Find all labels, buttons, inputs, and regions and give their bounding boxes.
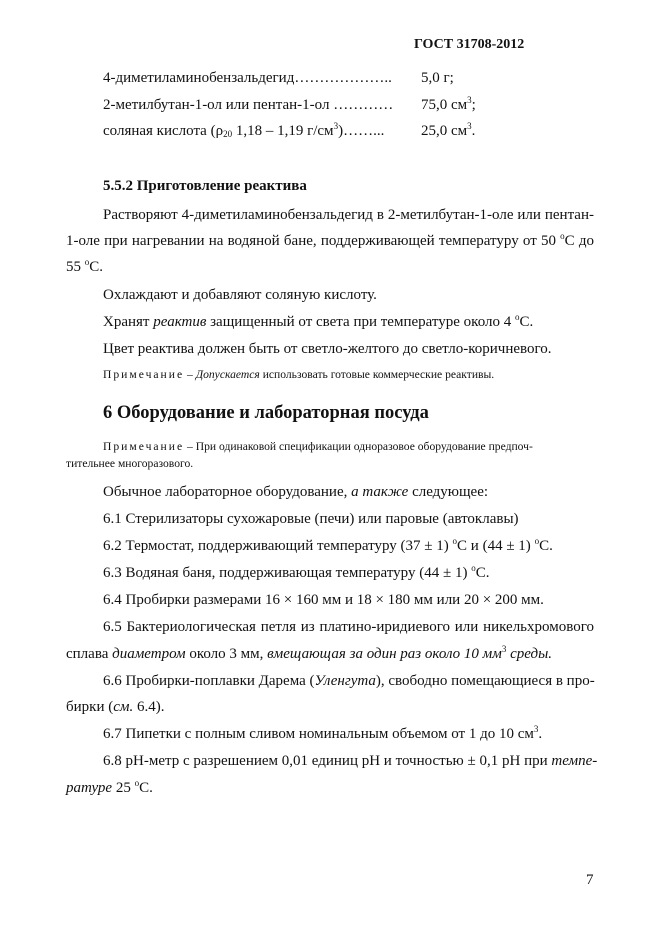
reagent-amount: 75,0 $см^3$; — [421, 95, 476, 113]
reagent-amount: 25,0 $см^3$. — [421, 121, 476, 139]
note-label: Примечание — [103, 368, 185, 381]
standard-code: ГОСТ 31708-2012 — [414, 37, 525, 52]
reagent-row — [103, 70, 392, 87]
note: Примечание – Допускается использовать готовые коммерческие реактивы. — [103, 368, 495, 381]
page-number: 7 — [586, 872, 594, 888]
list-item: 6.3 Водяная баня, поддерживающая температуру (44 ± 1) $^o$С. — [103, 563, 490, 581]
dot-leader: ………… — [333, 97, 394, 113]
paragraph-line: Цвет реактива должен быть от светло-желтого до светло-коричневого. — [103, 341, 552, 357]
section-heading: 6 Оборудование и лабораторная посуда — [103, 403, 429, 423]
list-item: 6.4 Пробирки размерами 16 × 160 мм и 18 × 180 мм или 20 × 200 мм. — [103, 592, 544, 608]
reagent-name: 2-метилбутан-1-ол или пентан-1-ол — [103, 97, 330, 113]
dot-leader: ……………….. — [294, 70, 392, 86]
note: Примечание – При одинаковой спецификации одноразовое оборудование предпоч- — [103, 440, 533, 453]
paragraph-line: 1-оле при нагревании на водяной бане, поддерживающей температуру от 50 $^o$С до — [66, 231, 595, 249]
paragraph-line: 55 $^o$С. — [66, 257, 104, 275]
paragraph-line: Охлаждают и добавляют соляную кислоту. — [103, 287, 377, 303]
reagent-row — [103, 97, 393, 114]
list-item-line: ратуре 25 $^o$С. — [66, 778, 153, 796]
reagent-amount: 5,0 г; — [421, 70, 454, 86]
list-item: 6.8 рН-метр с разрешением 0,01 единиц рН и точностью ± 0,1 рН при темпе- — [103, 753, 598, 769]
list-item: 6.7 Пипетки с полным сливом номинальным объемом от 1 до 10 $см^3$. — [103, 724, 543, 742]
list-item-line: сплава диаметром около 3 мм, вмещающая за один раз около 10 $мм^3$ среды. — [66, 644, 553, 662]
reagent-row: соляная кислота ($\rho_{20}$ 1,18 – 1,19 $г/см^3)\dots\dots$... — [103, 121, 385, 139]
list-item: 6.1 Стерилизаторы сухожаровые (печи) или паровые (автоклавы) — [103, 511, 519, 527]
list-item-line: бирки (см. 6.4). — [66, 699, 165, 715]
reagent-name: 4-диметиламинобензальдегид — [103, 70, 295, 86]
paragraph-line: Обычное лабораторное оборудование, а также следующее: — [103, 484, 489, 500]
note-line: тительнее многоразового. — [66, 457, 194, 470]
list-item: 6.2 Термостат, поддерживающий температуру (37 ± 1) $^o$С и (44 ± 1) $^o$С. — [103, 536, 553, 554]
paragraph-line: Растворяют 4-диметиламинобензальдегид в 2-метилбутан-1-оле или пентан- — [103, 207, 594, 223]
cube-superscript: 3 — [467, 95, 472, 105]
list-item: 6.6 Пробирки-поплавки Дарема (Уленгута), свободно помещающиеся в про- — [103, 673, 595, 689]
note-label: Примечание — [103, 440, 185, 453]
list-item: 6.5 Бактериологическая петля из платино-иридиевого или никельхромового — [103, 619, 594, 635]
dot-leader: ……... — [343, 123, 385, 139]
section-heading: 5.5.2 Приготовление реактива — [103, 178, 307, 194]
paragraph-line: Хранят реактив защищенный от света при температуре около 4 $^o$С. — [103, 312, 534, 330]
